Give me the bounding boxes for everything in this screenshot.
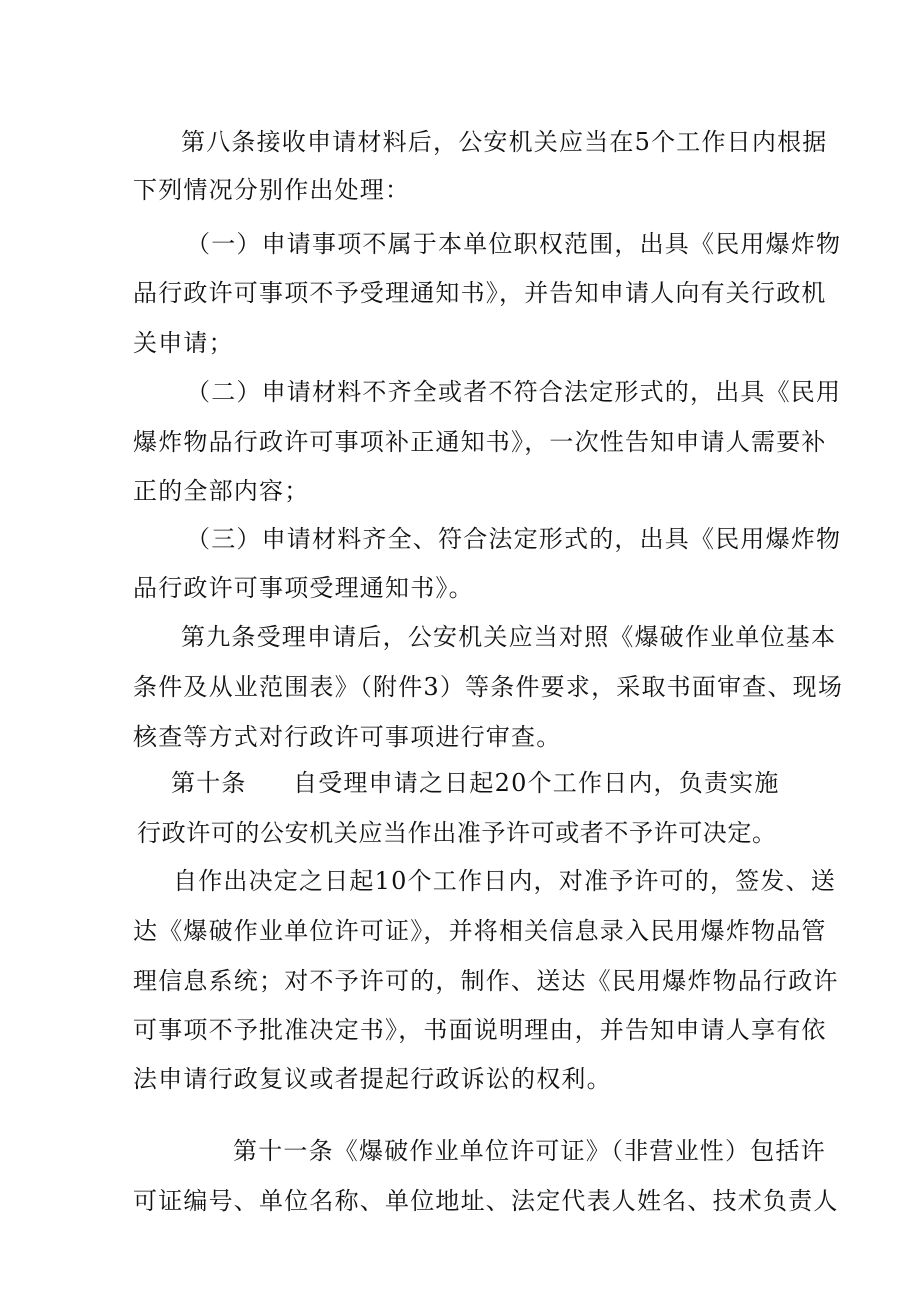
- article-10-label: 第十条: [171, 769, 247, 797]
- article-8-line-1: 第八条接收申请材料后，公安机关应当在5个工作日内根据: [181, 128, 828, 156]
- article-10-para-2-line-4: 可事项不予批准决定书》，书面说明理由，并告知申请人享有依: [133, 1016, 827, 1044]
- article-10-line-2: 行政许可的公安机关应当作出准予许可或者不予许可决定。: [137, 819, 777, 847]
- article-8-item-2-line-2: 爆炸物品行政许可事项补正通知书》，一次性告知申请人需要补: [133, 428, 827, 456]
- article-8-item-3-line-2: 品行政许可事项受理通知书》。: [133, 574, 474, 602]
- article-8-line-2: 下列情况分别作出处理：: [133, 176, 411, 204]
- article-8-item-1-line-2: 品行政许可事项不予受理通知书》，并告知申请人向有关行政机: [133, 279, 827, 307]
- article-10-para-2-line-3: 理信息系统；对不予许可的，制作、送达《民用爆炸物品行政许: [133, 967, 839, 995]
- article-8-item-1-line-3: 关申请；: [133, 329, 234, 357]
- article-10-line-1: 自受理申请之日起20个工作日内，负责实施: [293, 769, 780, 797]
- article-11-line-1: 第十一条《爆破作业单位许可证》（非营业性）包括许: [233, 1137, 826, 1165]
- article-10-para-2-line-1: 自作出决定之日起10个工作日内，对准予许可的，签发、送: [173, 867, 836, 895]
- article-9-line-3: 核查等方式对行政许可事项进行审查。: [133, 723, 562, 751]
- article-8-item-1-line-1: （一）申请事项不属于本单位职权范围，出具《民用爆炸物: [186, 230, 842, 258]
- article-11-line-2: 可证编号、单位名称、单位地址、法定代表人姓名、技术负责人: [133, 1187, 839, 1215]
- article-10-para-2-line-2: 达《爆破作业单位许可证》，并将相关信息录入民用爆炸物品管: [133, 917, 827, 945]
- article-10-para-2-line-5: 法申请行政复议或者提起行政诉讼的权利。: [133, 1065, 612, 1093]
- article-9-line-1: 第九条受理申请后，公安机关应当对照《爆破作业单位基本: [181, 623, 837, 651]
- article-9-line-2: 条件及从业范围表》（附件3）等条件要求，采取书面审查、现场: [133, 673, 844, 701]
- article-8-item-2-line-1: （二）申请材料不齐全或者不符合法定形式的，出具《民用: [186, 378, 842, 406]
- article-8-item-3-line-1: （三）申请材料齐全、符合法定形式的，出具《民用爆炸物: [186, 525, 842, 553]
- article-8-item-2-line-3: 正的全部内容；: [133, 477, 310, 505]
